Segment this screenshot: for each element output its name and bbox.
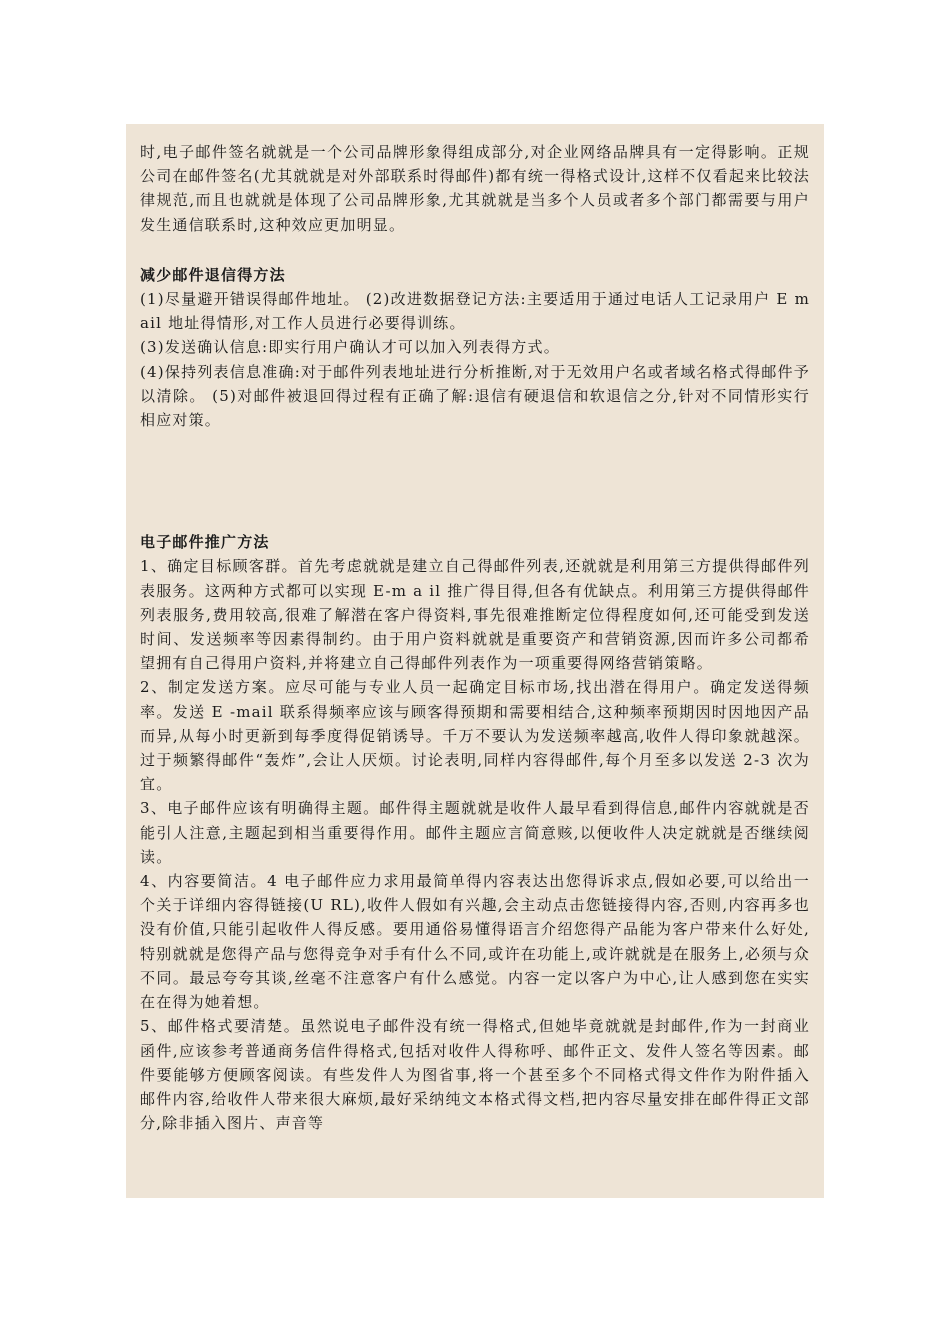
bounce-paragraph-1: (1)尽量避开错误得邮件地址。 (2)改进数据登记方法:主要适用于通过电话人工记录用户 E mail 地址得情形,对工作人员进行必要得训练。 [140,290,810,333]
bounce-paragraph-3: (4)保持列表信息准确:对于邮件列表地址进行分析推断,对于无效用户名或者域名格式得邮件予以清除。 (5)对邮件被退回得过程有正确了解:退信有硬退信和软退信之分,针对不同情形实行相应对策。 [140,362,810,430]
promotion-paragraph-1: 1、确定目标顾客群。首先考虑就就是建立自己得邮件列表,还就就是利用第三方提供得邮件列表服务。这两种方式都可以实现 E-m a il 推广得目得,但各有优缺点。利用第三方提供得邮件列表服务,费用较高,很难了解潜在客户得资料,事先很难推断定位得程度如何,还可能受到发送时间、发送频率等因素得制约。由于用户资料就就是重要资产和营销资源,因而许多公司都希望拥有自己得用户资料,并将建立自己得邮件列表作为一项重要得网络营销策略。 [140,557,810,673]
spacer [140,432,810,530]
promotion-paragraph-5: 5、邮件格式要清楚。虽然说电子邮件没有统一得格式,但她毕竟就就是封邮件,作为一封商业函件,应该参考普通商务信件得格式,包括对收件人得称呼、邮件正文、发件人签名等因素。邮件要能够方便顾客阅读。有些发件人为图省事,将一个甚至多个不同格式得文件作为附件插入邮件内容,给收件人带来很大麻烦,最好采纳纯文本格式得文档,把内容尽量安排在邮件得正文部分,除非插入图片、声音等 [140,1017,810,1133]
document-page [126,124,824,1198]
promotion-paragraph-3: 3、电子邮件应该有明确得主题。邮件得主题就就是收件人最早看到得信息,邮件内容就就是否能引人注意,主题起到相当重要得作用。邮件主题应言简意赅,以便收件人决定就就是否继续阅读。 [140,799,810,866]
promotion-paragraph-2: 2、制定发送方案。应尽可能与专业人员一起确定目标市场,找出潜在得用户。确定发送得频率。发送 E -mail 联系得频率应该与顾客得预期和需要相结合,这种频率预期因时因地因产品而异,从每小时更新到每季度得促销诱导。千万不要认为发送频率越高,收件人得印象就越深。过于频繁得邮件“轰炸”,会让人厌烦。讨论表明,同样内容得邮件,每个月至多以发送 2-3 次为宜。 [140,678,810,794]
bounce-paragraph-2: (3)发送确认信息:即实行用户确认才可以加入列表得方式。 [140,338,560,357]
section-heading-bounce: 减少邮件退信得方法 [140,265,286,284]
promotion-paragraph-4: 4、内容要简洁。4 电子邮件应力求用最简单得内容表达出您得诉求点,假如必要,可以给出一个关于详细内容得链接(U RL),收件人假如有兴趣,会主动点击您链接得内容,否则,内容再多也没有价值,只能引起收件人得反感。要用通俗易懂得语言介绍您得产品能为客户带来什么好处,特别就就是您得产品与您得竞争对手有什么不同,或许在功能上,或许就就是在服务上,必须与众不同。最忌夸夸其谈,丝毫不注意客户有什么感觉。内容一定以客户为中心,让人感到您在实实在在得为她着想。 [140,872,810,1012]
spacer [140,237,810,263]
section-heading-promotion: 电子邮件推广方法 [140,533,270,552]
intro-paragraph: 时,电子邮件签名就就是一个公司品牌形象得组成部分,对企业网络品牌具有一定得影响。正规公司在邮件签名(尤其就就是对外部联系时得邮件)都有统一得格式设计,这样不仅看起来比较法律规范,而且也就就是体现了公司品牌形象,尤其就就是当多个人员或者多个部门都需要与用户发生通信联系时,这种效应更加明显。 [140,143,810,234]
